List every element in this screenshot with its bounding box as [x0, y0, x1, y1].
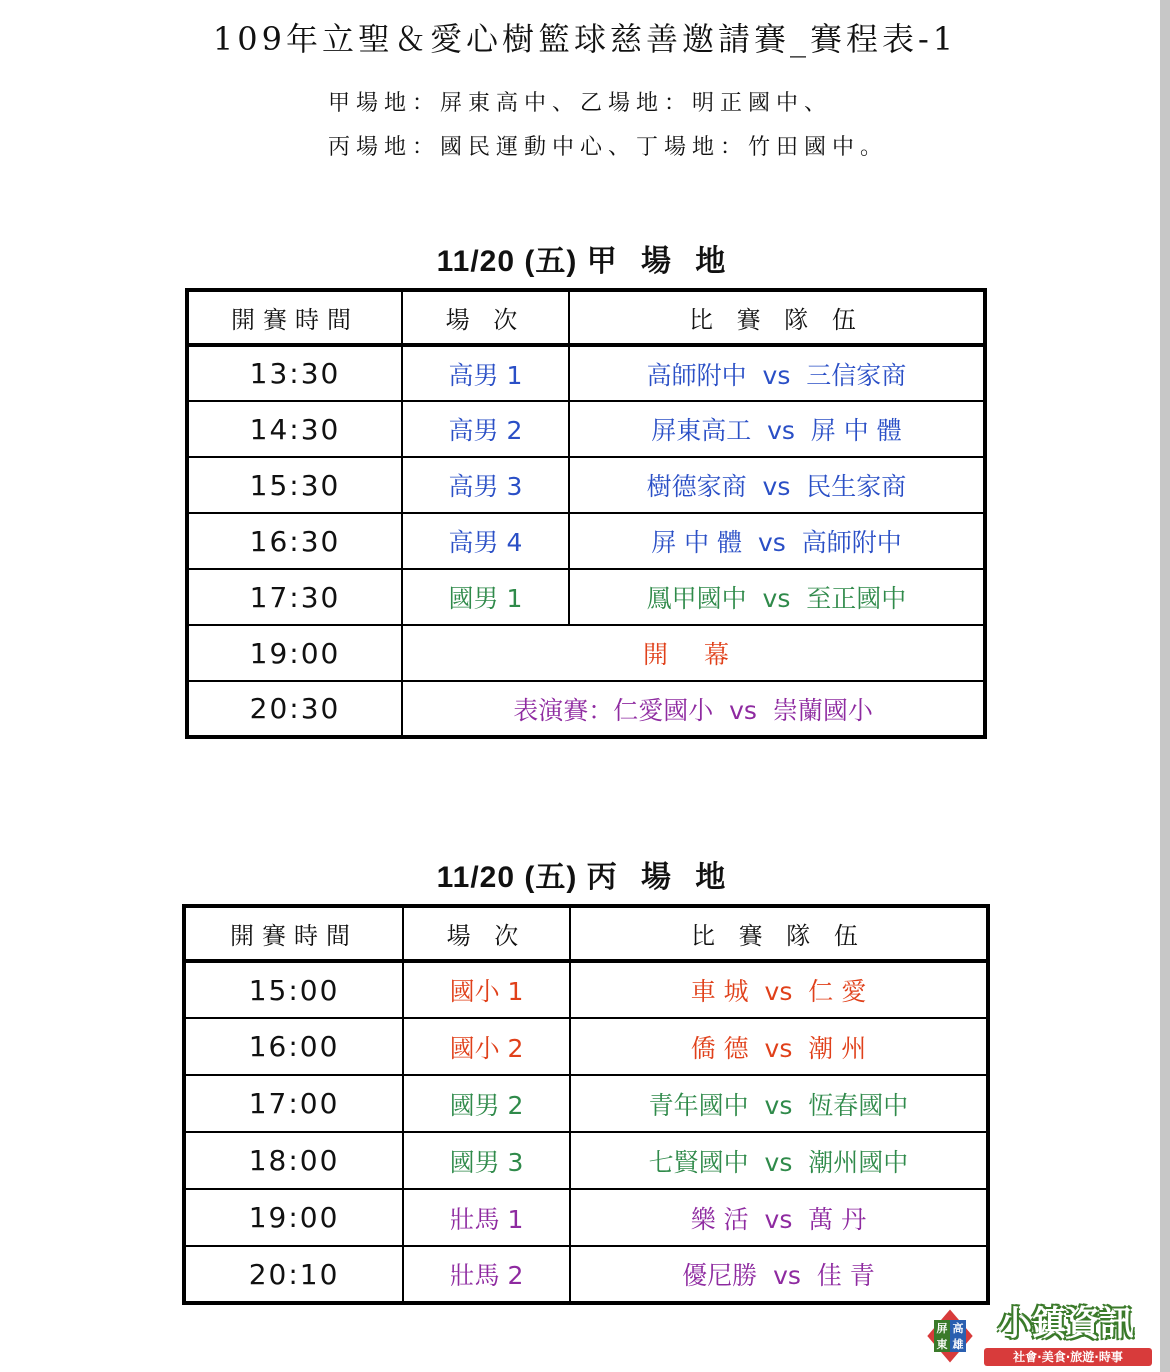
- row-time: 14:30: [187, 401, 402, 457]
- row-game: 壯馬 2: [403, 1246, 570, 1303]
- table-row: [187, 569, 985, 625]
- table-row: [184, 1132, 988, 1189]
- row-time: 15:30: [187, 457, 402, 513]
- svg-text:高: 高: [952, 1322, 964, 1335]
- table-row: [184, 1246, 988, 1303]
- col-header-teams: 比 賽 隊 伍: [569, 290, 985, 345]
- section-date: 11/20 (五): [436, 245, 578, 278]
- col-header-time: 開賽時間: [187, 290, 402, 345]
- section-date: 11/20 (五): [436, 861, 578, 894]
- row-teams: 屏 中 體 vs 高師附中: [569, 513, 985, 569]
- row-time: 18:00: [184, 1132, 403, 1189]
- svg-text:東: 東: [936, 1338, 948, 1351]
- table-row: [184, 1189, 988, 1246]
- table-row: [184, 961, 988, 1018]
- venues-line-1: 甲場地：屏東高中、乙場地：明正國中、: [328, 91, 833, 116]
- row-teams: 青年國中 vs 恆春國中: [570, 1075, 988, 1132]
- table-row: [187, 345, 985, 401]
- table-row-opening: [187, 625, 985, 681]
- row-game: 高男 2: [402, 401, 569, 457]
- row-teams: 樹德家商 vs 民生家商: [569, 457, 985, 513]
- col-header-game: 場 次: [402, 290, 569, 345]
- section-heading-c: [0, 852, 1170, 896]
- row-time: 17:00: [184, 1075, 403, 1132]
- row-time: 17:30: [187, 569, 402, 625]
- table-row: [187, 401, 985, 457]
- table-row: [187, 457, 985, 513]
- logo-name: 小鎮資訊: [998, 1304, 1134, 1344]
- col-header-game: 場 次: [403, 906, 570, 961]
- table-row: [184, 1018, 988, 1075]
- section-heading-a: [0, 236, 1170, 280]
- row-game: 高男 3: [402, 457, 569, 513]
- section-venue: 甲 場 地: [586, 245, 734, 278]
- col-header-time: 開賽時間: [184, 906, 403, 961]
- svg-text:雄: 雄: [952, 1338, 964, 1351]
- row-time: 16:00: [184, 1018, 403, 1075]
- row-time: 20:30: [187, 681, 402, 737]
- table-row: [187, 513, 985, 569]
- row-time: 19:00: [187, 625, 402, 681]
- table-header-row: [184, 906, 988, 961]
- opening-ceremony: 開 幕: [402, 625, 985, 681]
- row-time: 16:30: [187, 513, 402, 569]
- row-teams: 僑 德 vs 潮 州: [570, 1018, 988, 1075]
- logo-tagline: 社會·美食·旅遊·時事: [984, 1348, 1152, 1366]
- row-teams: 七賢國中 vs 潮州國中: [570, 1132, 988, 1189]
- row-teams: 屏東高工 vs 屏 中 體: [569, 401, 985, 457]
- svg-text:屏: 屏: [936, 1322, 948, 1335]
- table-header-row: [187, 290, 985, 345]
- page-title: 109年立聖＆愛心樹籃球慈善邀請賽_賽程表-1: [212, 20, 958, 58]
- row-game: 壯馬 1: [403, 1189, 570, 1246]
- page-edge: [1160, 0, 1170, 1372]
- watermark-logo: [924, 1304, 1156, 1368]
- section-venue: 丙 場 地: [586, 861, 734, 894]
- row-teams: 優尼勝 vs 佳 青: [570, 1246, 988, 1303]
- row-teams: 鳳甲國中 vs 至正國中: [569, 569, 985, 625]
- row-time: 13:30: [187, 345, 402, 401]
- row-time: 20:10: [184, 1246, 403, 1303]
- row-teams: 車 城 vs 仁 愛: [570, 961, 988, 1018]
- schedule-table-c: [182, 904, 990, 1305]
- schedule-table-a: [185, 288, 987, 739]
- table-row: [184, 1075, 988, 1132]
- row-teams: 樂 活 vs 萬 丹: [570, 1189, 988, 1246]
- row-game: 國小 2: [403, 1018, 570, 1075]
- row-time: 19:00: [184, 1189, 403, 1246]
- row-game: 高男 1: [402, 345, 569, 401]
- venues-line-2: 丙場地：國民運動中心、丁場地：竹田國中。: [328, 135, 889, 160]
- row-game: 國男 2: [403, 1075, 570, 1132]
- logo-badge-icon: [924, 1306, 976, 1366]
- table-row-exhibition: [187, 681, 985, 737]
- row-teams: 高師附中 vs 三信家商: [569, 345, 985, 401]
- row-time: 15:00: [184, 961, 403, 1018]
- row-game: 國小 1: [403, 961, 570, 1018]
- row-game: 高男 4: [402, 513, 569, 569]
- exhibition-match: 表演賽：仁愛國小 vs 崇蘭國小: [402, 681, 985, 737]
- col-header-teams: 比 賽 隊 伍: [570, 906, 988, 961]
- row-game: 國男 3: [403, 1132, 570, 1189]
- row-game: 國男 1: [402, 569, 569, 625]
